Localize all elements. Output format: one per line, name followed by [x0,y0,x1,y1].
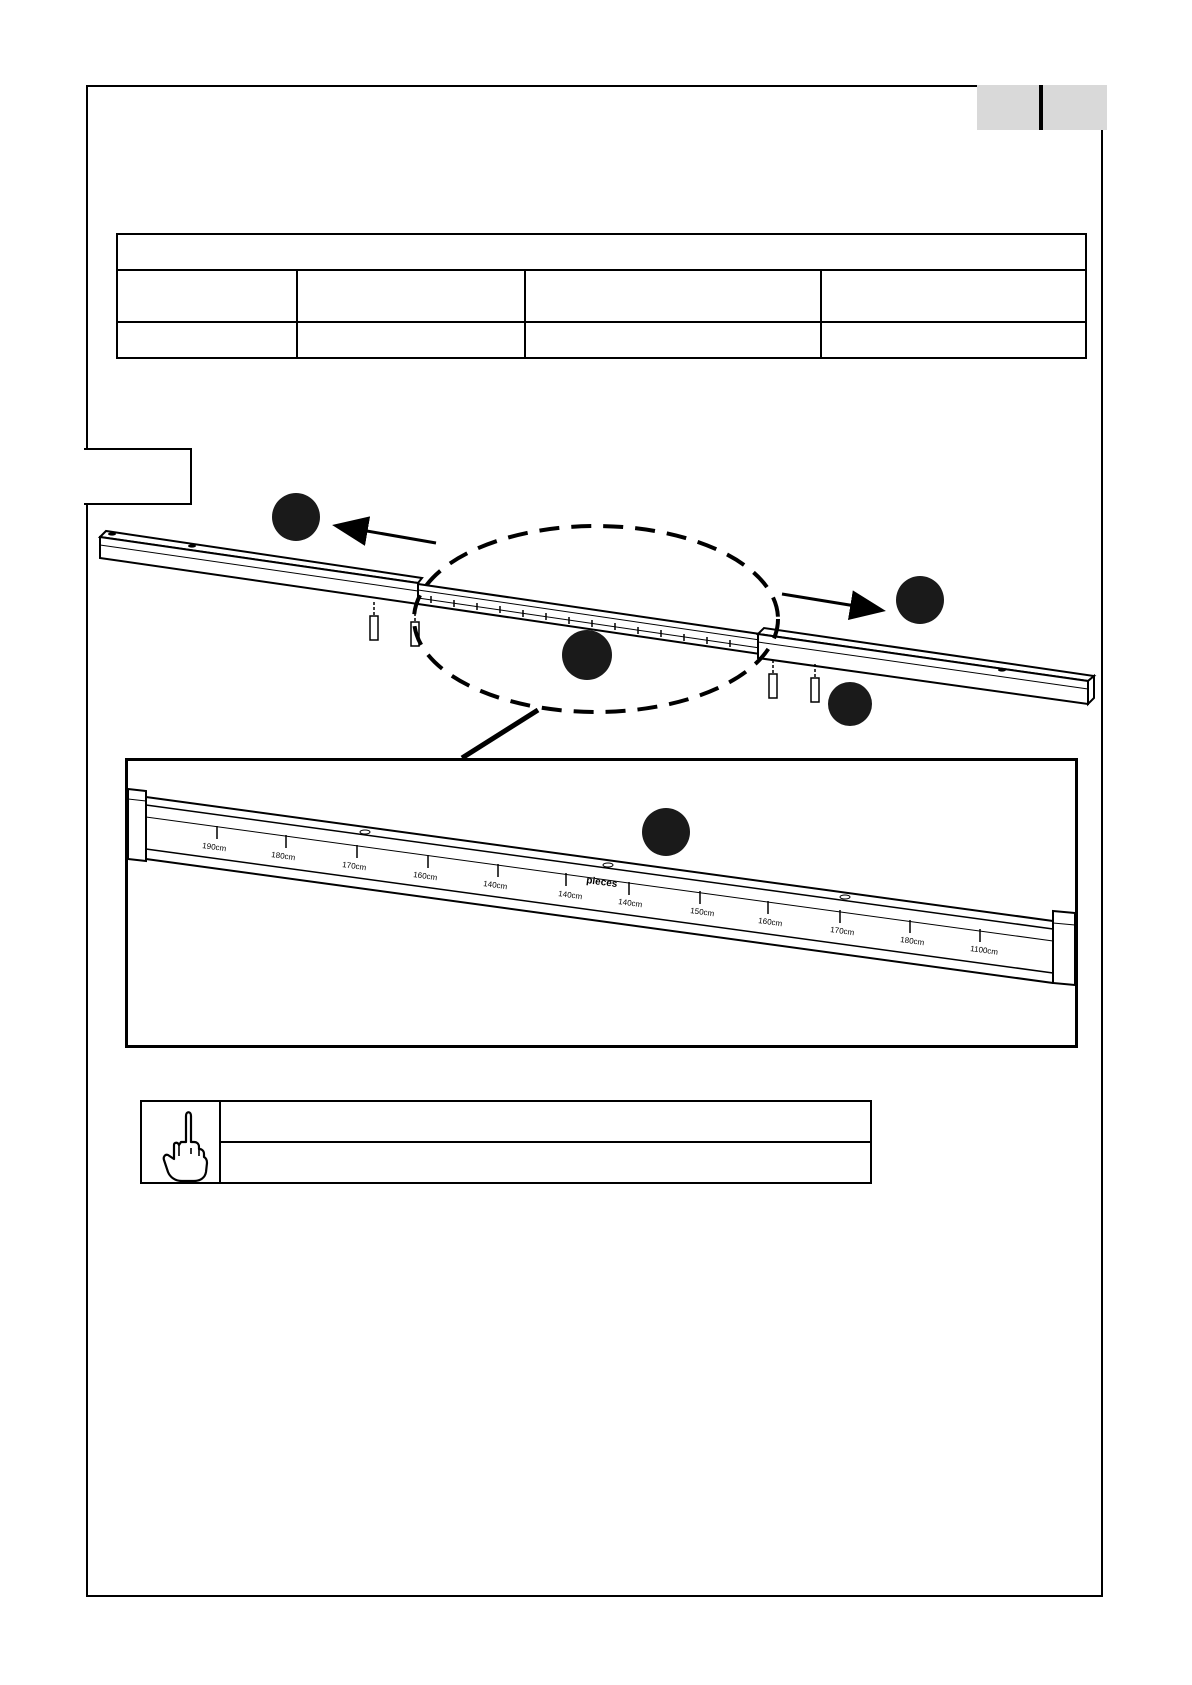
callout-marker [562,630,612,680]
scale-label: 150cm [689,906,715,919]
scale-label: 160cm [412,870,438,883]
right-tube-end [1053,911,1075,985]
scale-label: 190cm [201,841,227,854]
inner-extension-bar-detail [146,797,1053,983]
bolt-icon [769,660,777,698]
bolt-icon [370,602,378,640]
left-tube-end [128,789,146,861]
note-row-divider [221,1141,870,1143]
scale-label: 180cm [899,935,925,948]
scale-label: 170cm [829,925,855,938]
bolt-icon [811,664,819,702]
callout-marker [642,808,690,856]
center-mark-label: pieces [585,875,618,891]
frame-extension-illustration [0,0,1192,760]
callout-marker [828,682,872,726]
note-icon-cell [142,1102,221,1182]
detail-zoom-drawing [128,761,1075,1045]
detail-leader-line [462,710,538,758]
scale-label: 140cm [482,879,508,892]
scale-label: 180cm [270,850,296,863]
right-frame-tube [758,628,1094,704]
pointing-hand-icon [142,1102,219,1182]
scale-label: 140cm [557,889,583,902]
scale-label: 1100cm [969,944,999,957]
callout-marker [272,493,320,541]
callout-marker [896,576,944,624]
scale-label: 170cm [341,860,367,873]
left-frame-tube [100,531,422,604]
note-box [140,1100,872,1184]
detail-zoom-box [125,758,1078,1048]
pull-left-arrow-icon [338,526,436,543]
pull-right-arrow-icon [782,594,880,610]
scale-label: 160cm [757,916,783,929]
scale-label: 140cm [617,897,643,910]
